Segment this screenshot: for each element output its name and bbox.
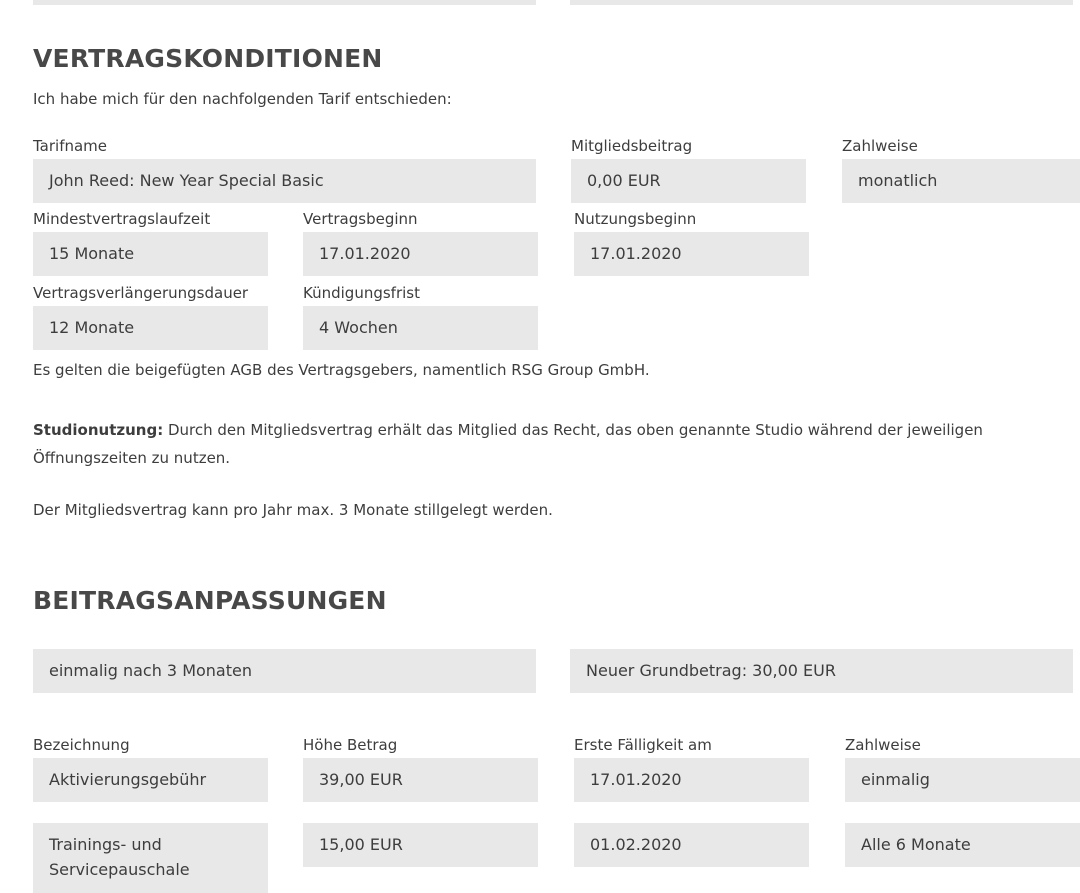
- anpassung-betrag-field[interactable]: Neuer Grundbetrag: 30,00 EUR: [570, 649, 1073, 693]
- fee-row1-bezeichnung[interactable]: Aktivierungsgebühr: [33, 758, 268, 802]
- section-heading-beitragsanpassungen: BEITRAGSANPASSUNGEN: [33, 586, 387, 615]
- fee-row1-betrag[interactable]: 39,00 EUR: [303, 758, 538, 802]
- section-heading-vertragskonditionen: VERTRAGSKONDITIONEN: [33, 44, 383, 73]
- nutzungsbeginn-label: Nutzungsbeginn: [574, 210, 697, 228]
- studionutzung-paragraph: [33, 417, 1023, 473]
- col-hoehe-label: Höhe Betrag: [303, 736, 398, 754]
- vertragsbeginn-field[interactable]: 17.01.2020: [303, 232, 538, 276]
- zahlweise-field[interactable]: monatlich: [842, 159, 1080, 203]
- tariff-intro-text: Ich habe mich für den nachfolgenden Tarif entschieden:: [33, 90, 452, 108]
- stilllegung-text: Der Mitgliedsvertrag kann pro Jahr max. 3 Monate stillgelegt werden.: [33, 501, 553, 519]
- tarifname-field[interactable]: John Reed: New Year Special Basic: [33, 159, 536, 203]
- previous-field-right: [570, 0, 1073, 5]
- studionutzung-label: Studionutzung:: [33, 421, 164, 439]
- previous-field-left: [33, 0, 536, 5]
- fee-row1-faelligkeit[interactable]: 17.01.2020: [574, 758, 809, 802]
- zahlweise-label: Zahlweise: [842, 137, 918, 155]
- col-faelligkeit-label: Erste Fälligkeit am: [574, 736, 712, 754]
- mitgliedsbeitrag-field[interactable]: 0,00 EUR: [571, 159, 806, 203]
- studionutzung-text: Durch den Mitgliedsvertrag erhält das Mitglied das Recht, das oben genannte Studio während der jeweiligen Öffnungszeiten zu nutzen.: [33, 421, 983, 467]
- tarifname-label: Tarifname: [33, 137, 108, 155]
- fee-row2-zahlweise[interactable]: Alle 6 Monate: [845, 823, 1080, 867]
- fee-row2-betrag[interactable]: 15,00 EUR: [303, 823, 538, 867]
- verlaengerung-field[interactable]: 12 Monate: [33, 306, 268, 350]
- col-zahlweise-label: Zahlweise: [845, 736, 921, 754]
- fee-row1-zahlweise[interactable]: einmalig: [845, 758, 1080, 802]
- fee-row2-faelligkeit[interactable]: 01.02.2020: [574, 823, 809, 867]
- fee-row2-bezeichnung[interactable]: Trainings- und Servicepauschale: [33, 823, 268, 893]
- vertragsbeginn-label: Vertragsbeginn: [303, 210, 418, 228]
- agb-text: Es gelten die beigefügten AGB des Vertragsgebers, namentlich RSG Group GmbH.: [33, 361, 650, 379]
- mindestlaufzeit-field[interactable]: 15 Monate: [33, 232, 268, 276]
- nutzungsbeginn-field[interactable]: 17.01.2020: [574, 232, 809, 276]
- kuendigungsfrist-label: Kündigungsfrist: [303, 284, 420, 302]
- verlaengerung-label: Vertragsverlängerungsdauer: [33, 284, 249, 302]
- mitgliedsbeitrag-label: Mitgliedsbeitrag: [571, 137, 693, 155]
- anpassung-zeit-field[interactable]: einmalig nach 3 Monaten: [33, 649, 536, 693]
- kuendigungsfrist-field[interactable]: 4 Wochen: [303, 306, 538, 350]
- mindestlaufzeit-label: Mindestvertragslaufzeit: [33, 210, 211, 228]
- col-bezeichnung-label: Bezeichnung: [33, 736, 130, 754]
